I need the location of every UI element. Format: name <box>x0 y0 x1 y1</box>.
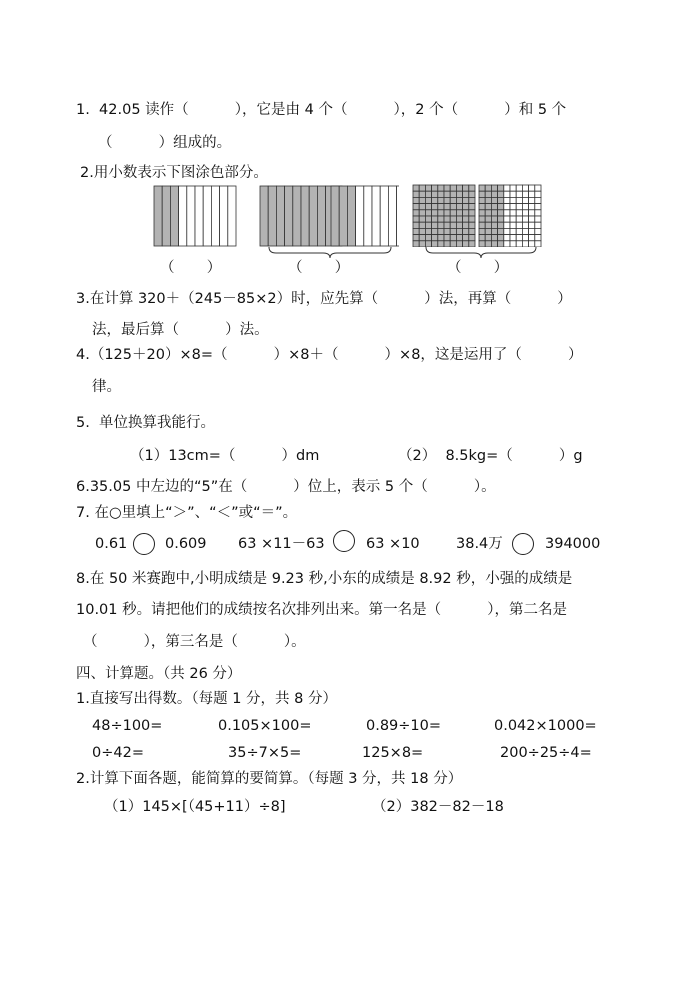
strip-cell <box>187 186 195 246</box>
grid-cell <box>425 216 431 222</box>
grid-cell <box>469 191 475 197</box>
grid-cell <box>456 222 462 228</box>
grid-cell <box>432 197 438 203</box>
grid-cell <box>438 191 444 197</box>
grid-cell <box>438 210 444 216</box>
grid-cell <box>522 222 528 228</box>
grid-cell <box>456 235 462 241</box>
grid-cell <box>498 185 504 191</box>
strip-cell <box>293 186 301 246</box>
grid-cell <box>504 191 510 197</box>
strip-figure-2 <box>259 184 399 248</box>
grid-cell <box>485 185 491 191</box>
grid-cell <box>469 228 475 234</box>
grid-cell <box>456 216 462 222</box>
grid-cell <box>485 197 491 203</box>
grid-cell <box>432 191 438 197</box>
strip-cell <box>397 186 399 246</box>
grid-cell <box>504 222 510 228</box>
strip-cell <box>220 186 228 246</box>
strip-cell <box>347 186 355 246</box>
grid-cell <box>456 210 462 216</box>
grid-cell <box>516 185 522 191</box>
grid-cell <box>529 197 535 203</box>
grid-cell <box>419 185 425 191</box>
grid-cell <box>529 191 535 197</box>
q7-compare2-right: 63 ×10 <box>366 536 420 552</box>
q4-line1: 4.（125＋20）×8=（ ）×8＋（ ）×8，这是运用了（ ） <box>76 347 583 363</box>
grid-figure <box>412 183 544 247</box>
strip-cell <box>317 186 325 246</box>
grid-cell <box>535 197 541 203</box>
grid-cell <box>463 185 469 191</box>
grid-cell <box>516 210 522 216</box>
grid-cell <box>516 222 522 228</box>
grid-cell <box>456 228 462 234</box>
q8-line1: 8.在 50 米赛跑中,小明成绩是 9.23 秒,小东的成绩是 8.92 秒，小强的成绩是 <box>76 571 573 587</box>
q2-title: 2.用小数表示下图涂色部分。 <box>80 165 268 181</box>
grid-cell <box>425 210 431 216</box>
q7-compare1-right: 0.609 <box>165 536 207 552</box>
grid-cell <box>479 228 485 234</box>
grid-cell <box>444 235 450 241</box>
grid-cell <box>498 204 504 210</box>
q7-compare2-left: 63 ×11－63 <box>238 536 325 552</box>
grid-cell <box>450 228 456 234</box>
grid-cell <box>522 210 528 216</box>
grid-cell <box>432 228 438 234</box>
grid-cell <box>516 197 522 203</box>
grid-cell <box>419 228 425 234</box>
compare-circle-2[interactable] <box>333 530 355 552</box>
grid-cell <box>419 210 425 216</box>
grid-cell <box>491 216 497 222</box>
grid-cell <box>535 228 541 234</box>
grid-cell <box>432 204 438 210</box>
grid-cell <box>425 235 431 241</box>
grid-cell <box>438 204 444 210</box>
section4-part1-title: 1.直接写出得数。（每题 1 分，共 8 分） <box>76 691 337 707</box>
grid-cell <box>522 235 528 241</box>
strip-cell <box>356 186 364 246</box>
grid-cell <box>469 222 475 228</box>
calc-problem-2: （2）382－82－18 <box>372 799 504 815</box>
q7-title: 7. 在○里填上“＞”、“＜”或“＝”。 <box>76 505 298 521</box>
grid-cell <box>491 185 497 191</box>
grid-cell <box>516 216 522 222</box>
grid-cell <box>413 222 419 228</box>
grid-cell <box>510 222 516 228</box>
grid-cell <box>504 235 510 241</box>
q4-line2: 律。 <box>92 379 121 395</box>
strip-cell <box>339 186 347 246</box>
grid-cell <box>510 228 516 234</box>
grid-cell <box>529 222 535 228</box>
strip-cell <box>285 186 293 246</box>
grid-cell <box>498 191 504 197</box>
strip-cell <box>260 186 268 246</box>
grid-cell <box>438 216 444 222</box>
grid-cell <box>425 222 431 228</box>
grid-cell <box>413 235 419 241</box>
strip-cell <box>268 186 276 246</box>
grid-cell <box>432 185 438 191</box>
grid-cell <box>463 210 469 216</box>
grid-cell <box>444 185 450 191</box>
grid-cell <box>535 210 541 216</box>
grid-cell <box>456 204 462 210</box>
grid-cell <box>438 197 444 203</box>
grid-cell <box>432 235 438 241</box>
q2-answer-paren-1: （ ） <box>160 260 222 276</box>
grid-cell <box>425 228 431 234</box>
grid-cell <box>463 197 469 203</box>
grid-cell <box>469 185 475 191</box>
grid-cell <box>485 191 491 197</box>
strip-figure-1 <box>153 184 239 248</box>
grid-cell <box>516 191 522 197</box>
q3-line1: 3.在计算 320＋（245－85×2）时，应先算（ ）法，再算（ ） <box>76 291 572 307</box>
grid-cell <box>491 210 497 216</box>
strip-cell <box>203 186 211 246</box>
grid-cell <box>425 185 431 191</box>
grid-cell <box>504 210 510 216</box>
strip-cell <box>301 186 309 246</box>
grid-cell <box>450 204 456 210</box>
grid-cell <box>450 235 456 241</box>
grid-cell <box>425 197 431 203</box>
grid-cell <box>485 235 491 241</box>
grid-cell <box>450 191 456 197</box>
strip-cell <box>309 186 317 246</box>
grid-cell <box>450 197 456 203</box>
compare-circle-3[interactable] <box>512 533 534 555</box>
grid-cell <box>479 210 485 216</box>
grid-cell <box>504 204 510 210</box>
grid-cell <box>469 216 475 222</box>
grid-cell <box>535 235 541 241</box>
grid-cell <box>529 185 535 191</box>
q5-item2: （2） 8.5kg=（ ）g <box>398 448 583 464</box>
grid-cell <box>432 222 438 228</box>
calc-problem-1: （1）145×[（45+11）÷8] <box>104 799 286 815</box>
grid-cell <box>510 204 516 210</box>
strip-cell <box>228 186 236 246</box>
q2-answer-paren-3: （ ） <box>447 260 509 276</box>
grid-cell <box>504 185 510 191</box>
grid-cell <box>535 222 541 228</box>
grid-cell <box>463 216 469 222</box>
grid-cell <box>413 210 419 216</box>
grid-cell <box>463 191 469 197</box>
grid-cell <box>425 204 431 210</box>
grid-cell <box>444 197 450 203</box>
grid-cell <box>413 185 419 191</box>
q1-line2: （ ）组成的。 <box>98 135 232 151</box>
grid-cell <box>479 235 485 241</box>
q8-line3: （ ），第三名是（ ）。 <box>83 634 306 650</box>
grid-cell <box>450 222 456 228</box>
grid-cell <box>516 235 522 241</box>
grid-cell <box>485 222 491 228</box>
calc-row1-item4: 0.042×1000= <box>494 718 597 734</box>
grid-cell <box>485 216 491 222</box>
grid-cell <box>529 216 535 222</box>
grid-cell <box>444 204 450 210</box>
grid-cell <box>529 204 535 210</box>
q7-compare3-right: 394000 <box>545 536 601 552</box>
grid-cell <box>444 191 450 197</box>
grid-cell <box>522 216 528 222</box>
strip-cell <box>276 186 284 246</box>
grid-cell <box>463 222 469 228</box>
q6-text: 6.35.05 中左边的“5”在（ ）位上，表示 5 个（ ）。 <box>76 479 496 495</box>
grid-cell <box>444 222 450 228</box>
grid-cell <box>456 185 462 191</box>
grid-cell <box>522 191 528 197</box>
grid-cell <box>529 228 535 234</box>
grid-cell <box>498 228 504 234</box>
grid-cell <box>438 235 444 241</box>
grid-cell <box>498 216 504 222</box>
strip-cell <box>364 186 372 246</box>
grid-cell <box>510 197 516 203</box>
strip-cell <box>388 186 396 246</box>
q2-answer-paren-2: （ ） <box>288 260 350 276</box>
q5-item1: （1）13cm=（ ）dm <box>130 448 320 464</box>
calc-row2-item3: 125×8= <box>362 745 424 761</box>
grid-cell <box>498 210 504 216</box>
calc-row2-item1: 0÷42= <box>92 745 144 761</box>
grid-cell <box>419 216 425 222</box>
grid-cell <box>432 216 438 222</box>
grid-cell <box>413 191 419 197</box>
grid-cell <box>498 197 504 203</box>
grid-cell <box>479 185 485 191</box>
grid-cell <box>510 210 516 216</box>
calc-row2-item2: 35÷7×5= <box>228 745 302 761</box>
calc-row1-item3: 0.89÷10= <box>366 718 442 734</box>
grid-cell <box>419 197 425 203</box>
strip-cell <box>211 186 219 246</box>
grid-cell <box>469 210 475 216</box>
grid-cell <box>522 228 528 234</box>
grid-cell <box>438 222 444 228</box>
grid-cell <box>456 191 462 197</box>
grid-cell <box>438 185 444 191</box>
grid-cell <box>463 235 469 241</box>
grid-cell <box>432 210 438 216</box>
grid-cell <box>419 235 425 241</box>
grid-cell <box>413 197 419 203</box>
grid-cell <box>504 197 510 203</box>
grid-cell <box>479 216 485 222</box>
grid-cell <box>491 204 497 210</box>
strip-cell <box>179 186 187 246</box>
grid-cell <box>510 235 516 241</box>
section4-part2-title: 2.计算下面各题，能简算的要简算。（每题 3 分，共 18 分） <box>76 771 463 787</box>
grid-cell <box>498 222 504 228</box>
grid-cell <box>491 191 497 197</box>
grid-cell <box>450 185 456 191</box>
grid-cell <box>522 197 528 203</box>
grid-cell <box>463 204 469 210</box>
grid-cell <box>479 197 485 203</box>
grid-cell <box>463 228 469 234</box>
grid-cell <box>510 185 516 191</box>
grid-cell <box>438 228 444 234</box>
grid-cell <box>419 222 425 228</box>
grid-cell <box>419 191 425 197</box>
grid-cell <box>469 235 475 241</box>
grid-cell <box>510 191 516 197</box>
grid-cell <box>469 197 475 203</box>
strip-cell <box>154 186 162 246</box>
grid-cell <box>504 228 510 234</box>
grid-cell <box>491 197 497 203</box>
strip-cell <box>195 186 203 246</box>
grid-cell <box>516 228 522 234</box>
grid-cell <box>485 210 491 216</box>
grid-cell <box>479 204 485 210</box>
grid-cell <box>491 235 497 241</box>
compare-circle-1[interactable] <box>133 533 155 555</box>
q3-line2: 法，最后算（ ）法。 <box>92 322 269 338</box>
calc-row2-item4: 200÷25÷4= <box>500 745 592 761</box>
grid-cell <box>535 191 541 197</box>
calc-row1-item2: 0.105×100= <box>218 718 312 734</box>
grid-cell <box>485 204 491 210</box>
grid-cell <box>444 228 450 234</box>
grid-cell <box>535 204 541 210</box>
grid-cell <box>516 204 522 210</box>
grid-cell <box>498 235 504 241</box>
grid-cell <box>535 185 541 191</box>
grid-cell <box>479 191 485 197</box>
section4-title: 四、计算题。（共 26 分） <box>76 666 242 682</box>
grid-cell <box>529 210 535 216</box>
grid-cell <box>491 228 497 234</box>
q7-compare1-left: 0.61 <box>95 536 128 552</box>
grid-cell <box>535 216 541 222</box>
grid-cell <box>413 216 419 222</box>
grid-cell <box>529 235 535 241</box>
strip-cell <box>380 186 388 246</box>
grid-cell <box>510 216 516 222</box>
grid-cell <box>469 204 475 210</box>
grid-cell <box>491 222 497 228</box>
grid-cell <box>444 210 450 216</box>
grid-cell <box>485 228 491 234</box>
grid-cell <box>479 222 485 228</box>
strip-cell <box>170 186 178 246</box>
q1-line1: 1. 42.05 读作（ ），它是由 4 个（ ），2 个（ ）和 5 个 <box>76 102 567 118</box>
grid-cell <box>522 204 528 210</box>
grid-cell <box>425 191 431 197</box>
grid-cell <box>444 216 450 222</box>
grid-cell <box>450 210 456 216</box>
strip-cell <box>372 186 380 246</box>
q5-title: 5. 单位换算我能行。 <box>76 415 216 431</box>
q8-line2: 10.01 秒。请把他们的成绩按名次排列出来。第一名是（ ），第二名是 <box>76 602 567 618</box>
grid-cell <box>450 216 456 222</box>
calc-row1-item1: 48÷100= <box>92 718 163 734</box>
grid-cell <box>413 228 419 234</box>
grid-cell <box>456 197 462 203</box>
q7-compare3-left: 38.4万 <box>456 536 503 552</box>
grid-cell <box>419 204 425 210</box>
grid-cell <box>522 185 528 191</box>
strip-cell <box>331 186 339 246</box>
grid-cell <box>413 204 419 210</box>
grid-cell <box>413 241 419 247</box>
strip-cell <box>162 186 170 246</box>
grid-cell <box>504 216 510 222</box>
